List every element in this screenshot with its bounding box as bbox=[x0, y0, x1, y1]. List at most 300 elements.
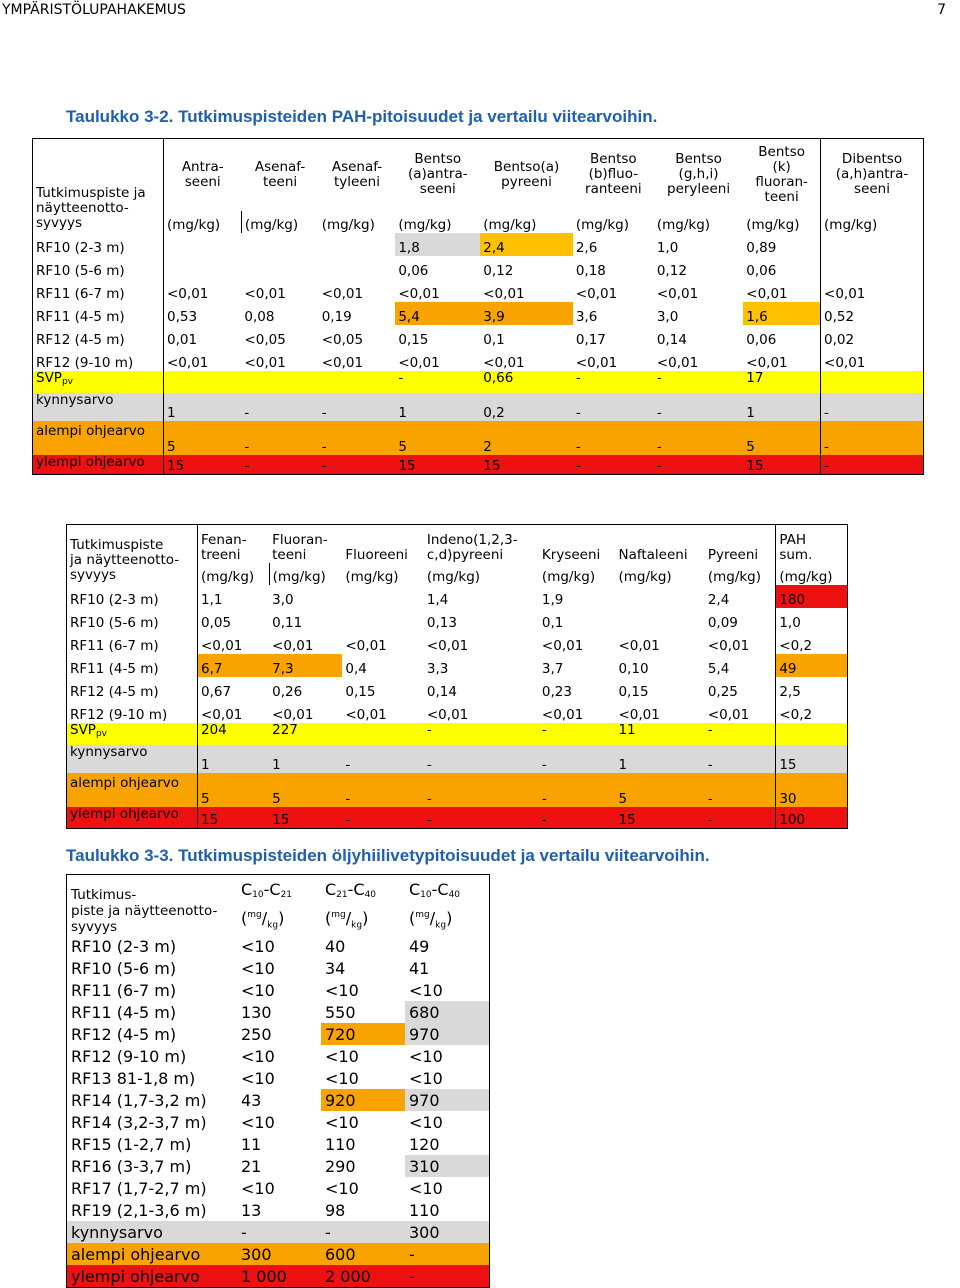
table-row bbox=[33, 302, 924, 325]
table-cell: <10 bbox=[325, 1179, 359, 1199]
alempi-ohjearvo-row bbox=[67, 1243, 490, 1265]
table-cell: 2,4 bbox=[707, 591, 730, 608]
ylempi-ohjearvo-row bbox=[33, 455, 924, 475]
pah-table-1 bbox=[32, 138, 924, 475]
table-cell bbox=[615, 585, 704, 608]
table-cell: (mg/kg) bbox=[575, 216, 630, 233]
table-cell: <0,05 bbox=[321, 331, 364, 348]
table-cell: 130 bbox=[241, 1003, 272, 1023]
table-cell: <0,01 bbox=[244, 285, 286, 302]
table-cell: RF11 (6-7 m) bbox=[33, 279, 164, 302]
col-header: $C_{21}-C_{40}$ bbox=[325, 879, 377, 900]
table-cell bbox=[821, 371, 924, 393]
table-cell: 0,19 bbox=[321, 308, 352, 325]
table-cell bbox=[241, 256, 318, 279]
col-header: Antra- seeni bbox=[164, 139, 242, 211]
table-cell: RF16 (3-3,7 m) bbox=[71, 1157, 192, 1177]
table-cell: 970 bbox=[405, 1089, 490, 1111]
table-cell: - bbox=[398, 369, 404, 386]
table-cell: <0,01 bbox=[575, 354, 618, 371]
table-cell: 0,52 bbox=[821, 302, 924, 325]
table-cell: 680 bbox=[405, 1001, 490, 1023]
table-cell: 1,8 bbox=[395, 233, 480, 256]
table-cell: <0,01 bbox=[272, 637, 314, 654]
table-cell: <0,01 bbox=[746, 285, 788, 302]
table-cell: 110 bbox=[325, 1135, 356, 1155]
document-title: YMPÄRISTÖLUPAHAKEMUS bbox=[2, 2, 186, 18]
table-cell: - bbox=[821, 421, 924, 455]
table-cell: 5,4 bbox=[395, 302, 480, 325]
table-cell: RF19 (2,1-3,6 m) bbox=[71, 1201, 207, 1221]
col-header: Kryseeni bbox=[539, 525, 616, 563]
table-cell: 0,26 bbox=[272, 683, 303, 700]
table-cell: RF11 (4-5 m) bbox=[33, 302, 164, 325]
table-cell: - bbox=[426, 721, 432, 738]
table-row bbox=[67, 1111, 490, 1133]
table-cell: - bbox=[707, 756, 713, 773]
table-cell: - bbox=[656, 438, 662, 455]
table-row bbox=[67, 631, 848, 654]
table-cell: - bbox=[409, 1245, 415, 1265]
table-cell: - bbox=[426, 790, 432, 807]
table-cell: 6,7 bbox=[198, 654, 270, 677]
table-cell: 2,5 bbox=[776, 677, 848, 700]
table-cell: RF12 (4-5 m) bbox=[33, 325, 164, 348]
table-cell: 15 bbox=[776, 745, 848, 773]
table-cell: 0,06 bbox=[398, 262, 429, 279]
table-row bbox=[67, 1199, 490, 1221]
table-cell: - bbox=[409, 1266, 415, 1286]
table-cell: 300 bbox=[409, 1223, 440, 1243]
table-cell: $SVP_{pv}$ bbox=[67, 723, 198, 745]
table-cell: alempi ohjearvo bbox=[33, 421, 164, 455]
table-cell bbox=[615, 608, 704, 631]
table-row bbox=[33, 256, 924, 279]
table-cell: RF12 (4-5 m) bbox=[67, 677, 198, 700]
table-cell bbox=[821, 233, 924, 256]
table-cell: 15 bbox=[164, 455, 242, 475]
page-header bbox=[2, 2, 946, 18]
table-cell: 0,53 bbox=[167, 308, 198, 325]
table-cell: - bbox=[821, 393, 924, 421]
table-cell: <0,01 bbox=[541, 637, 584, 654]
table-cell: - bbox=[654, 455, 743, 475]
alempi-ohjearvo-row bbox=[67, 773, 848, 807]
table-cell: <0,01 bbox=[201, 706, 243, 723]
table-cell: 290 bbox=[325, 1157, 356, 1177]
table-cell: <0,01 bbox=[345, 706, 387, 723]
table-cell bbox=[342, 585, 424, 608]
table-cell: 550 bbox=[325, 1003, 356, 1023]
col-header: Fenan- treeni bbox=[198, 525, 270, 563]
table-cell: <10 bbox=[409, 1047, 443, 1067]
table-cell: <10 bbox=[325, 981, 359, 1001]
table-cell bbox=[776, 723, 848, 745]
table-cell: 0,1 bbox=[541, 614, 564, 631]
table-cell: 1,4 bbox=[426, 591, 449, 608]
table-cell: 0,09 bbox=[707, 614, 738, 631]
table-cell: 0,23 bbox=[541, 683, 572, 700]
col-header: Bentso(a) pyreeni bbox=[480, 139, 573, 211]
table-cell: <10 bbox=[409, 1069, 443, 1089]
table-cell: <0,01 bbox=[201, 637, 243, 654]
col-header: Dibentso (a,h)antra- seeni bbox=[821, 139, 924, 211]
table-cell: <10 bbox=[409, 1113, 443, 1133]
table-cell: <0,05 bbox=[244, 331, 286, 348]
table-cell: 600 bbox=[325, 1245, 356, 1265]
table-cell: <0,2 bbox=[776, 700, 848, 723]
table-cell: 1 bbox=[167, 404, 176, 421]
table-cell: 204 bbox=[201, 721, 227, 738]
table-cell bbox=[164, 233, 242, 256]
table-cell: 0,14 bbox=[426, 683, 457, 700]
table-cell: $(^{mg}/_{kg})$ bbox=[409, 907, 453, 931]
table-cell: kynnysarvo bbox=[67, 745, 198, 773]
table-cell: RF12 (9-10 m) bbox=[71, 1047, 187, 1067]
table-cell bbox=[241, 371, 318, 393]
table-cell: 34 bbox=[325, 959, 346, 979]
table-cell: 5 bbox=[398, 438, 407, 455]
table-cell: kynnysarvo bbox=[71, 1223, 163, 1243]
table-cell: (mg/kg) bbox=[746, 216, 800, 233]
table-cell: RF14 (1,7-3,2 m) bbox=[71, 1091, 207, 1111]
col-header: Indeno(1,2,3- c,d)pyreeni bbox=[424, 525, 539, 563]
table-cell: 0,05 bbox=[201, 614, 232, 631]
table-cell: 15 bbox=[743, 455, 820, 475]
table-cell: 98 bbox=[325, 1201, 346, 1221]
table-cell: $(^{mg}/_{kg})$ bbox=[325, 907, 369, 931]
table-cell: 30 bbox=[776, 773, 848, 807]
table-cell: 3,0 bbox=[656, 308, 679, 325]
table-cell: - bbox=[319, 455, 396, 475]
table-cell: 0,12 bbox=[656, 262, 687, 279]
table-cell: 227 bbox=[272, 721, 298, 738]
table-row bbox=[67, 608, 848, 631]
table-cell: (mg/kg) bbox=[398, 216, 452, 233]
table-cell: 1,0 bbox=[776, 608, 848, 631]
table-cell: RF10 (2-3 m) bbox=[33, 233, 164, 256]
table-row bbox=[67, 957, 490, 979]
table-cell: 15 bbox=[480, 455, 573, 475]
table3-caption: Taulukko 3-3. Tutkimuspisteiden öljyhiilivetypitoisuudet ja vertailu viitearvoihin. bbox=[66, 846, 710, 865]
table-cell: RF10 (5-6 m) bbox=[67, 608, 198, 631]
table-row bbox=[33, 348, 924, 371]
table-cell: RF12 (4-5 m) bbox=[71, 1025, 177, 1045]
table-cell: ylempi ohjearvo bbox=[33, 455, 164, 475]
table-cell: <10 bbox=[409, 1179, 443, 1199]
table-cell: <0,01 bbox=[345, 637, 387, 654]
table-cell: 17 bbox=[746, 369, 764, 386]
table-cell: <0,01 bbox=[483, 354, 525, 371]
col-header: Naftaleeni bbox=[615, 525, 704, 563]
table-cell: <0,01 bbox=[321, 354, 364, 371]
table-cell: RF12 (9-10 m) bbox=[33, 348, 164, 371]
table-row bbox=[67, 654, 848, 677]
table-cell: 0,15 bbox=[618, 683, 649, 700]
table-cell: - bbox=[321, 404, 327, 421]
table-cell: (mg/kg) bbox=[426, 568, 481, 585]
table-cell: <10 bbox=[241, 981, 275, 1001]
table-cell: alempi ohjearvo bbox=[71, 1245, 201, 1265]
col-header: Asenaf- tyleeni bbox=[319, 139, 396, 211]
col-header: Pyreeni bbox=[705, 525, 776, 563]
table-cell: <10 bbox=[325, 1047, 359, 1067]
table-cell: 5,4 bbox=[707, 660, 730, 677]
table-cell: (mg/kg) bbox=[618, 568, 672, 585]
table-cell: - bbox=[244, 438, 250, 455]
table-row bbox=[67, 1045, 490, 1067]
table-cell: 0,11 bbox=[272, 614, 303, 631]
table-cell: 40 bbox=[325, 937, 346, 957]
table-cell: - bbox=[325, 1223, 331, 1243]
table-row bbox=[67, 677, 848, 700]
table-cell: 49 bbox=[776, 654, 848, 677]
table-cell: (mg/kg) bbox=[541, 568, 596, 585]
kynnysarvo-row bbox=[67, 745, 848, 773]
table-cell: ylempi ohjearvo bbox=[67, 807, 198, 829]
table-cell: RF11 (6-7 m) bbox=[71, 981, 177, 1001]
table-cell: <10 bbox=[241, 1179, 275, 1199]
table-cell: <0,01 bbox=[426, 637, 469, 654]
table-cell: (mg/kg) bbox=[321, 216, 375, 233]
table-cell: 15 bbox=[615, 807, 704, 829]
table-cell: 0,4 bbox=[345, 660, 367, 677]
table-cell: 0,18 bbox=[575, 262, 606, 279]
table-cell: - bbox=[241, 455, 318, 475]
table-cell: <0,01 bbox=[426, 706, 469, 723]
table-cell: 3,0 bbox=[272, 591, 294, 608]
table-cell: 1 bbox=[618, 756, 628, 773]
table-cell: 11 bbox=[618, 721, 636, 738]
table-cell: RF11 (6-7 m) bbox=[67, 631, 198, 654]
table-cell: <0,01 bbox=[321, 285, 364, 302]
table-cell: RF15 (1-2,7 m) bbox=[71, 1135, 192, 1155]
table-cell: 180 bbox=[776, 585, 848, 608]
table-cell: 0,17 bbox=[575, 331, 606, 348]
table-cell: 0,12 bbox=[483, 262, 514, 279]
table-cell: 5 bbox=[746, 438, 755, 455]
table-cell: 0,25 bbox=[707, 683, 738, 700]
table-cell: 15 bbox=[395, 455, 480, 475]
table-cell: - bbox=[707, 790, 713, 807]
table-cell: 1,1 bbox=[201, 591, 223, 608]
table-cell: RF11 (4-5 m) bbox=[67, 654, 198, 677]
table-cell: 0,66 bbox=[483, 369, 514, 386]
table-cell: - bbox=[426, 756, 432, 773]
col-header: PAH sum. bbox=[776, 525, 848, 563]
table-row bbox=[67, 1089, 490, 1111]
col-header: Bentso (a)antra- seeni bbox=[395, 139, 480, 211]
table-cell bbox=[319, 256, 396, 279]
table-cell: 0,15 bbox=[398, 331, 429, 348]
table-cell: - bbox=[541, 756, 547, 773]
table-cell: <0,01 bbox=[167, 285, 209, 302]
table-cell: - bbox=[575, 404, 581, 421]
table-cell: <10 bbox=[325, 1069, 359, 1089]
table-cell: <0,01 bbox=[244, 354, 286, 371]
ylempi-ohjearvo-row bbox=[67, 807, 848, 829]
table-cell: 43 bbox=[241, 1091, 262, 1111]
col-header: Fluoreeni bbox=[342, 525, 424, 563]
table-cell: 2 000 bbox=[325, 1266, 371, 1286]
table-cell bbox=[241, 233, 318, 256]
table-cell: 13 bbox=[241, 1201, 262, 1221]
table-cell: (mg/kg) bbox=[244, 216, 299, 233]
table-cell: - bbox=[575, 438, 581, 455]
table-cell: 0,89 bbox=[746, 239, 777, 256]
table-cell: - bbox=[656, 404, 662, 421]
table-row bbox=[67, 1067, 490, 1089]
kynnysarvo-row bbox=[33, 393, 924, 421]
table-row bbox=[33, 233, 924, 256]
table-cell bbox=[342, 723, 424, 745]
table-cell: 100 bbox=[776, 807, 848, 829]
corner-header: Tutkimuspiste ja näytteenotto- syvyys bbox=[67, 525, 198, 585]
table-row bbox=[67, 935, 490, 957]
table-cell: 0,08 bbox=[244, 308, 275, 325]
table-cell: <0,01 bbox=[746, 354, 788, 371]
ylempi-ohjearvo-row bbox=[67, 1265, 490, 1287]
table-cell: (mg/kg) bbox=[656, 216, 711, 233]
table-cell: 0,67 bbox=[201, 683, 232, 700]
table-cell bbox=[319, 233, 396, 256]
table-row bbox=[67, 979, 490, 1001]
table-cell: <0,01 bbox=[483, 285, 525, 302]
table-cell: (mg/kg) bbox=[345, 568, 399, 585]
table-cell: <10 bbox=[241, 1069, 275, 1089]
table-cell: kynnysarvo bbox=[33, 393, 164, 421]
table-cell: 2,6 bbox=[575, 239, 598, 256]
svp-row bbox=[33, 371, 924, 393]
table-cell: 3,9 bbox=[480, 302, 573, 325]
table-row bbox=[67, 1023, 490, 1045]
table1-caption: Taulukko 3-2. Tutkimuspisteiden PAH-pitoisuudet ja vertailu viitearvoihin. bbox=[66, 107, 658, 126]
unit-row bbox=[33, 211, 924, 233]
table-cell: <10 bbox=[241, 937, 275, 957]
col-header: $C_{10}-C_{21}$ bbox=[241, 879, 293, 900]
table-cell: 7,3 bbox=[269, 654, 342, 677]
table-cell: RF10 (5-6 m) bbox=[33, 256, 164, 279]
table-cell: 310 bbox=[405, 1155, 490, 1177]
table-cell: 0,1 bbox=[483, 331, 505, 348]
table-cell: - bbox=[321, 438, 327, 455]
table-cell: RF10 (2-3 m) bbox=[71, 937, 177, 957]
table-cell: 1 bbox=[201, 756, 210, 773]
table-cell: <10 bbox=[241, 1047, 275, 1067]
table-cell bbox=[319, 371, 396, 393]
table-cell: 5 bbox=[201, 790, 210, 807]
table-cell: <0,01 bbox=[618, 637, 660, 654]
table-cell: - bbox=[707, 721, 713, 738]
table-row bbox=[67, 585, 848, 608]
table-cell: - bbox=[345, 756, 351, 773]
col-header: Asenaf- teeni bbox=[241, 139, 318, 211]
table-cell: - bbox=[539, 807, 616, 829]
table-cell: 120 bbox=[409, 1135, 440, 1155]
table-cell: <0,01 bbox=[272, 706, 314, 723]
page-number: 7 bbox=[937, 2, 946, 18]
table-cell: 250 bbox=[241, 1025, 272, 1045]
table-cell: 1 bbox=[746, 404, 755, 421]
table-cell: 0,13 bbox=[426, 614, 457, 631]
table-cell bbox=[164, 371, 242, 393]
table-cell bbox=[342, 608, 424, 631]
table-cell bbox=[821, 256, 924, 279]
col-header: Fluoran- teeni bbox=[269, 525, 342, 563]
table-cell: - bbox=[241, 1223, 247, 1243]
table-cell: <0,01 bbox=[821, 279, 924, 302]
table-cell: 15 bbox=[198, 807, 270, 829]
table-cell: 1 bbox=[272, 756, 281, 773]
table-row bbox=[67, 1133, 490, 1155]
table-cell: 0,2 bbox=[483, 404, 505, 421]
table-cell: 0,15 bbox=[345, 683, 376, 700]
table-cell: <10 bbox=[241, 959, 275, 979]
table-cell: ylempi ohjearvo bbox=[71, 1266, 200, 1286]
table-cell: <0,01 bbox=[707, 637, 750, 654]
table-cell: RF12 (9-10 m) bbox=[67, 700, 198, 723]
table-cell: <0,2 bbox=[776, 631, 848, 654]
table-cell: (mg/kg) bbox=[164, 211, 242, 233]
table-cell: 3,7 bbox=[541, 660, 564, 677]
table-row bbox=[33, 325, 924, 348]
table-cell: 5 bbox=[167, 438, 176, 455]
table-cell: <0,01 bbox=[656, 285, 699, 302]
table-cell: RF11 (4-5 m) bbox=[71, 1003, 177, 1023]
table-cell: <10 bbox=[325, 1113, 359, 1133]
table-cell: alempi ohjearvo bbox=[67, 773, 198, 807]
table-cell: 2,4 bbox=[480, 233, 573, 256]
table-cell: <0,01 bbox=[707, 706, 750, 723]
table-cell: (mg/kg) bbox=[776, 563, 848, 585]
table-row bbox=[67, 700, 848, 723]
table-cell: - bbox=[656, 369, 662, 386]
table-row bbox=[67, 1177, 490, 1199]
col-header: $C_{10}-C_{40}$ bbox=[409, 879, 461, 900]
table-cell: - bbox=[244, 404, 250, 421]
table-cell: <10 bbox=[409, 981, 443, 1001]
table-cell: 5 bbox=[272, 790, 281, 807]
col-header: Bentso (g,h,i) peryleeni bbox=[654, 139, 743, 211]
table-cell: - bbox=[705, 807, 776, 829]
table-cell: RF17 (1,7-2,7 m) bbox=[71, 1179, 207, 1199]
table-cell: 1 000 bbox=[241, 1266, 287, 1286]
col-header: Bentso (b)fluo- ranteeni bbox=[573, 139, 654, 211]
table-row bbox=[67, 1155, 490, 1177]
table-cell: <10 bbox=[241, 1113, 275, 1133]
table-cell: 1 bbox=[398, 404, 407, 421]
table-cell: - bbox=[541, 721, 547, 738]
table-cell: <0,01 bbox=[821, 348, 924, 371]
table-cell: (mg/kg) bbox=[707, 568, 762, 585]
table-cell: <0,01 bbox=[398, 285, 440, 302]
table-cell: 920 bbox=[321, 1089, 405, 1111]
table-cell: 300 bbox=[241, 1245, 272, 1265]
pah-table-2 bbox=[66, 524, 848, 829]
table-cell: 49 bbox=[409, 937, 430, 957]
table-cell: 2 bbox=[483, 438, 492, 455]
table-cell: RF13 81-1,8 m) bbox=[71, 1069, 196, 1089]
table-cell: - bbox=[573, 455, 654, 475]
table-cell: $SVP_{pv}$ bbox=[33, 371, 164, 393]
alempi-ohjearvo-row bbox=[33, 421, 924, 455]
table-cell: - bbox=[342, 807, 424, 829]
kynnysarvo-row bbox=[67, 1221, 490, 1243]
table-cell: $(^{mg}/_{kg})$ bbox=[241, 907, 285, 931]
corner-header: Tutkimus- piste ja näytteenotto- syvyys bbox=[71, 887, 218, 936]
table-cell bbox=[164, 256, 242, 279]
table-cell: - bbox=[575, 369, 581, 386]
